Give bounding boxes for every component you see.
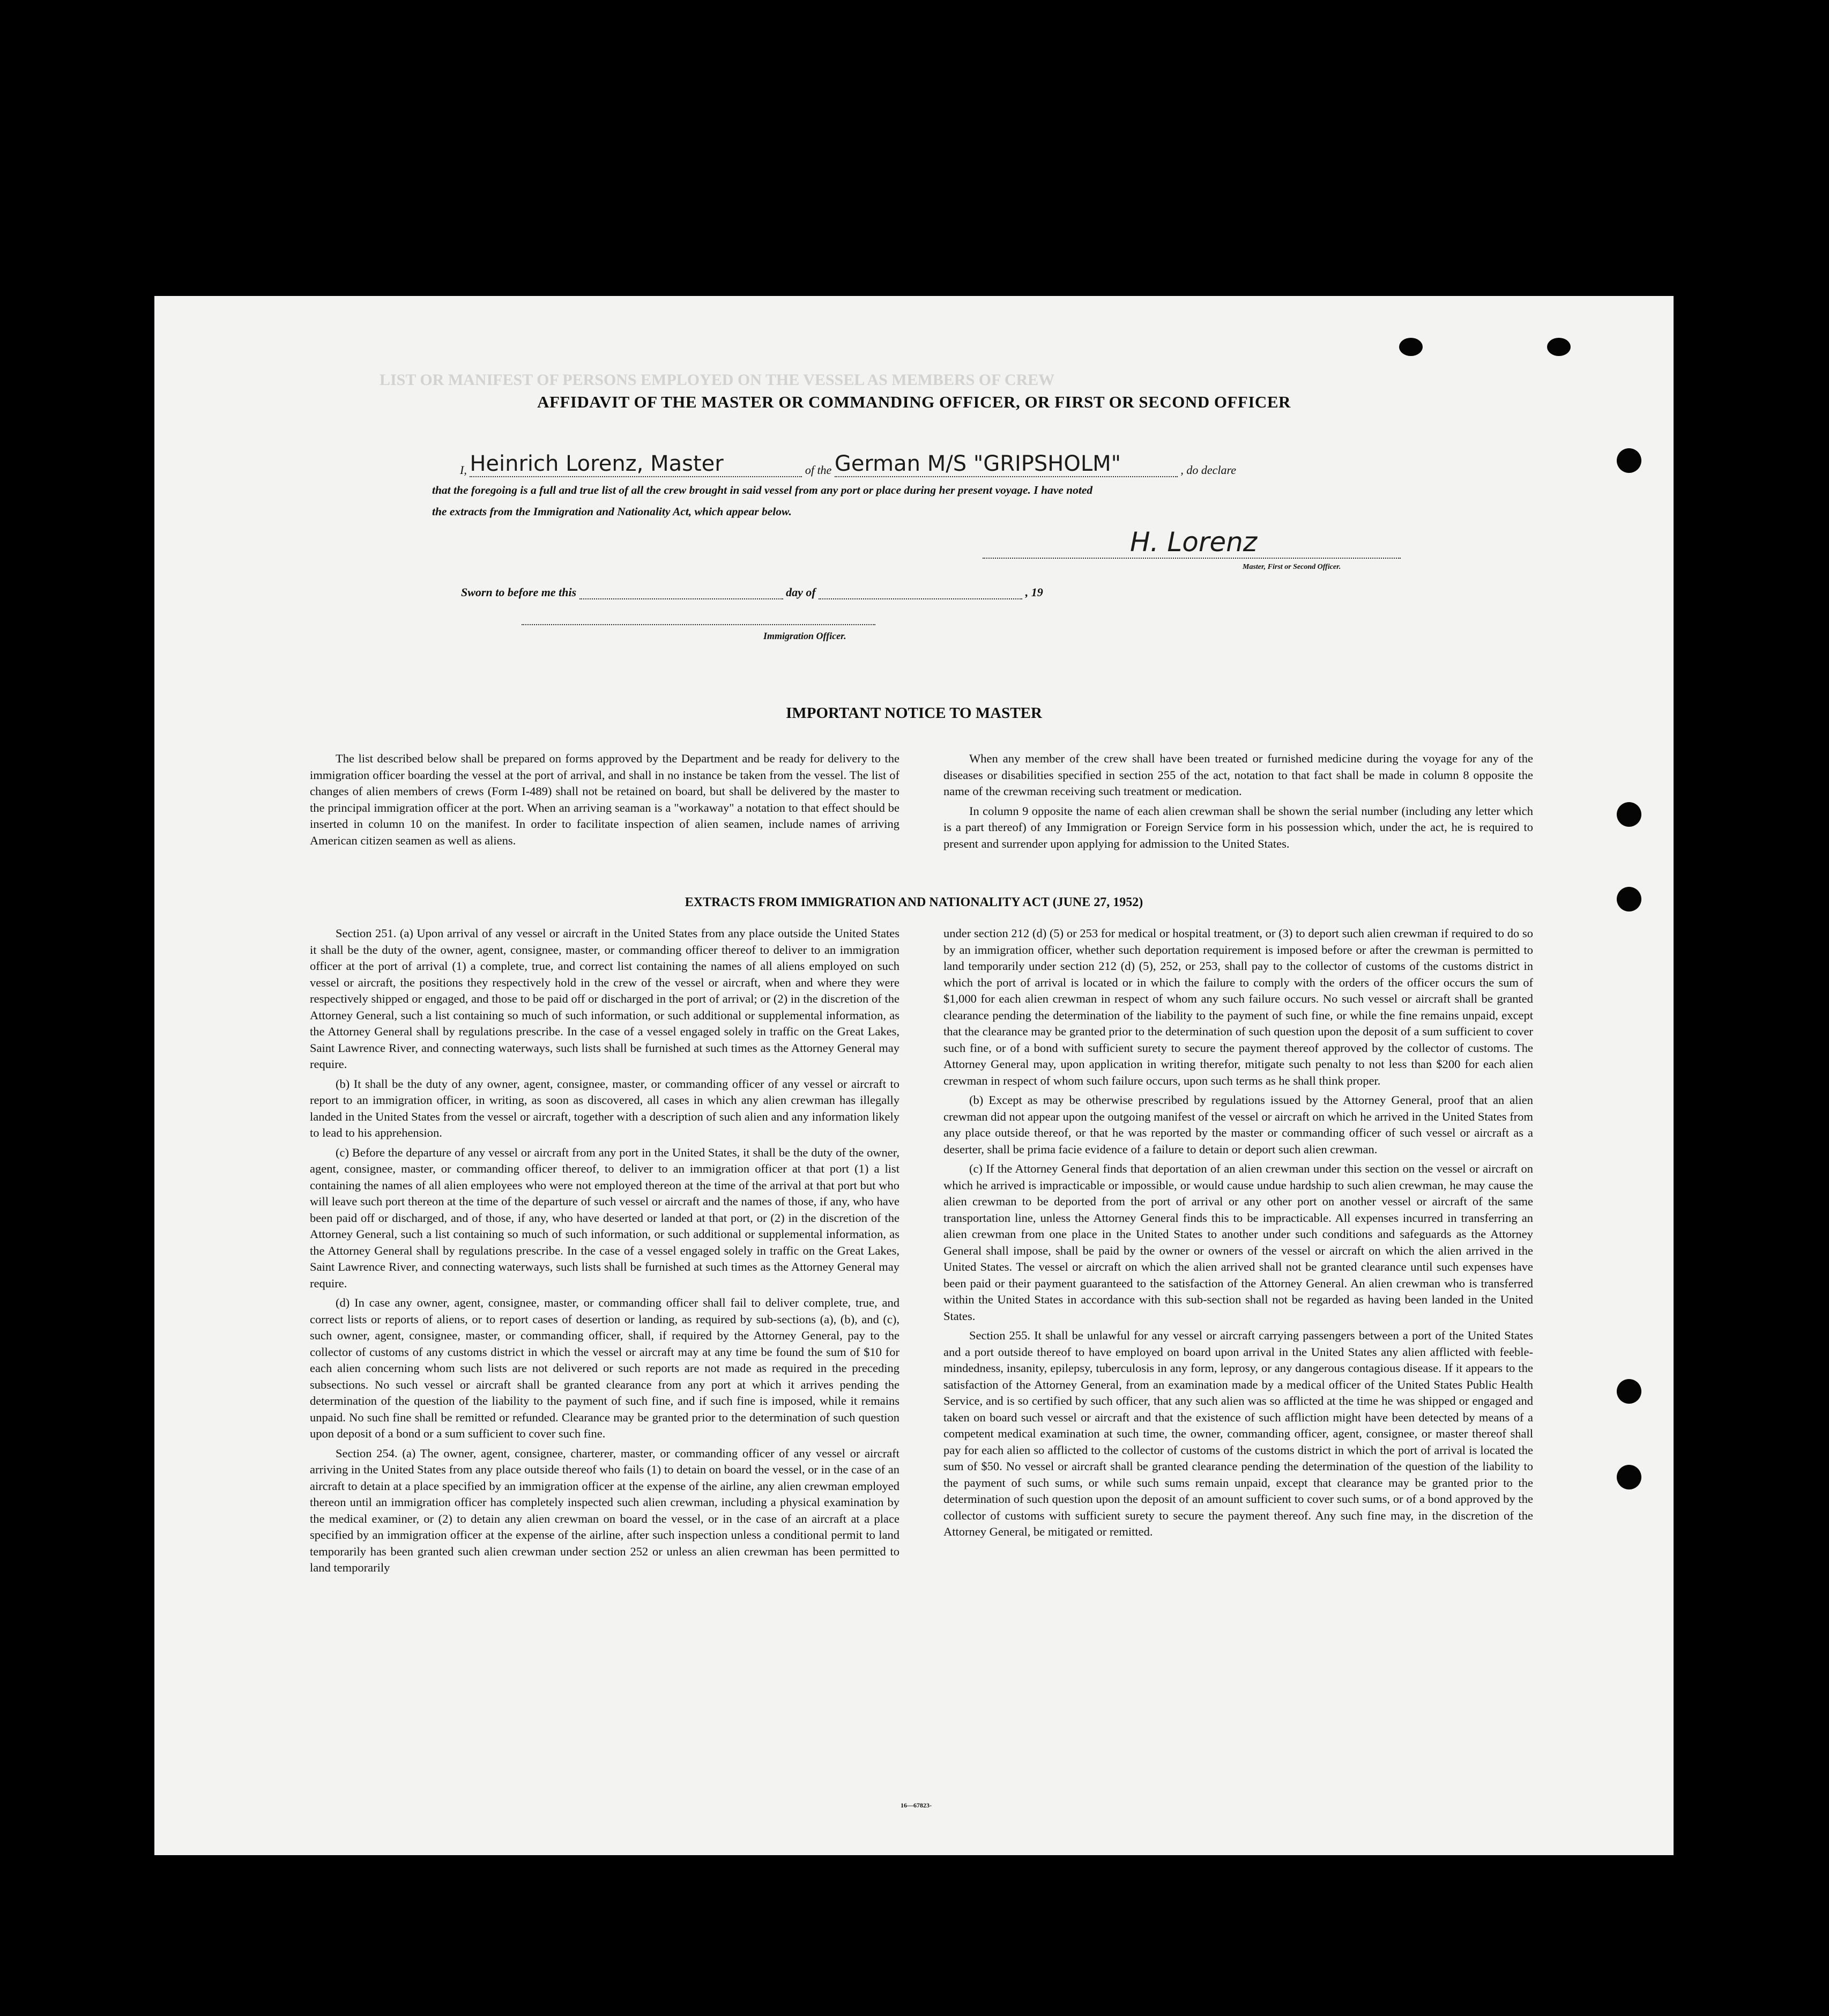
corner-mark-left — [1399, 338, 1423, 356]
immigration-officer-label: Immigration Officer. — [763, 631, 846, 641]
notice-right-column — [943, 751, 1533, 855]
extracts-right-column — [943, 925, 1533, 1544]
vessel-name: German M/S "GRIPSHOLM" — [834, 451, 1121, 476]
notice-left-column — [310, 751, 899, 852]
notice-title: IMPORTANT NOTICE TO MASTER — [786, 705, 1042, 722]
notice-right-text-2: In column 9 opposite the name of each alien crewman shall be shown the serial number (including any letter which is a part thereof) of any Immigration or Foreign Service form in his possession which, under the act, he is required to present and surrender upon applying for admission to the United States. — [943, 804, 1533, 850]
extracts-left-column — [310, 925, 899, 1580]
punch-hole-2 — [1617, 802, 1641, 827]
declarant-line — [460, 451, 1236, 477]
bleed-through-header: LIST OR MANIFEST OF PERSONS EMPLOYED ON THE VESSEL AS MEMBERS OF CREW — [380, 371, 1055, 389]
of-the-label: of the — [805, 463, 832, 477]
punch-hole-1 — [1617, 448, 1641, 473]
extract-section-254b: (b) Except as may be otherwise prescribed by regulations issued by the Attorney General, proof that an alien crewman did not appear upon the outgoing manifest of the vessel or aircraft on which he arrived in the United States from any place outside thereof, or that he was reported by the master or commanding officer of such vessel or aircraft as a deserter, shall be prima facie evidence of a failure to detain or deport such alien crewman. — [943, 1093, 1533, 1156]
year-label: , 19 — [1025, 585, 1043, 599]
extract-section-255: Section 255. It shall be unlawful for any vessel or aircraft carrying passengers between a port of the United States and a port outside thereof to have employed on board upon arrival in the United States any alien afflicted with feeble-mindedness, insanity, epilepsy, tuberculosis in any form, leprosy, or any dangerous contagious disease. If it appears to the satisfaction of the Attorney General, from an examination made by a medical officer of the United States Public Health Service, and is so certified by such officer, that any such alien was so afflicted at the time he was shipped or engaged and taken on board such vessel or aircraft and that the existence of such affliction might have been detected by means of a competent medical examination at such time, the owner, commanding officer, agent, consignee, or master thereof shall pay for each alien so afflicted to the collector of customs of the customs district in which the port of arrival is located the sum of $50. No vessel or aircraft shall be granted clearance pending the determination of the question of the liability to the payment of such sums, or while such sums remain unpaid, except that clearance may be granted prior to the determination of such question upon the deposit of an amount sufficient to cover such sums, or of a bond approved by the collector of customs with sufficient surety to secure the payment thereof. Any such fine may, in the discretion of the Attorney General, be mitigated or remitted. — [943, 1329, 1533, 1538]
officer-signature-line — [522, 624, 875, 625]
sworn-line — [461, 585, 1043, 599]
i-label: I, — [460, 463, 467, 477]
master-name: Heinrich Lorenz, Master — [470, 451, 724, 476]
do-declare-label: , do declare — [1180, 463, 1236, 477]
document-page — [154, 296, 1674, 1855]
master-signature: H. Lorenz — [1130, 527, 1258, 558]
day-of-label: day of — [786, 585, 816, 599]
extract-section-254c: (c) If the Attorney General finds that deportation of an alien crewman under this section on the vessel or aircraft on which he arrived is impracticable or impossible, or would cause undue hardship to such alien crewman, he may cause the alien crewman to be deported from the port of arrival or any other port on another vessel or aircraft of the same transportation line, unless the Attorney General finds this to be impracticable. All expenses incurred in transferring an alien crewman from one place in the United States to another under such conditions and safeguards as the Attorney General shall impose, shall be paid by the owner or owners of the vessel or aircraft on which the alien arrived in the United States. The vessel or aircraft on which the alien arrived shall not be granted clearance until such expenses have been paid or their payment guaranteed to the satisfaction of the Attorney General. An alien crewman who is transferred within the United States in accordance with this sub-section shall not be regarded as having been landed in the United States. — [943, 1162, 1533, 1323]
form-code: 16—67823- — [901, 1802, 932, 1809]
declaration-line-1: that the foregoing is a full and true list of all the crew brought in said vessel from any port or place during her present voyage. I have noted — [432, 484, 1093, 496]
sworn-label: Sworn to before me this — [461, 585, 577, 599]
signature-caption: Master, First or Second Officer. — [1243, 563, 1341, 571]
punch-hole-5 — [1617, 1465, 1641, 1489]
declaration-line-2: the extracts from the Immigration and Nationality Act, which appear below. — [432, 505, 792, 518]
extracts-title: EXTRACTS FROM IMMIGRATION AND NATIONALITY ACT (JUNE 27, 1952) — [685, 895, 1143, 909]
extract-section-251a: Section 251. (a) Upon arrival of any vessel or aircraft in the United States from any place outside the United States it shall be the duty of the owner, agent, consignee, master, or commanding officer thereof to deliver to an immigration officer at the port of arrival (1) a complete, true, and correct list containing the names of all aliens employed on such vessel or aircraft, the positions they respectively hold in the crew of the vessel or aircraft, when and where they were respectively shipped or engaged, and those to be paid off or discharged in the port of arrival; or (2) in the discretion of the Attorney General, such a list containing so much of such information, or such additional or supplemental information, as the Attorney General shall by regulations prescribe. In the case of a vessel engaged solely in traffic on the Great Lakes, Saint Lawrence River, and connecting waterways, such lists shall be furnished at such times as the Attorney General may require. — [310, 927, 899, 1071]
extract-section-251b: (b) It shall be the duty of any owner, agent, consignee, master, or commanding officer of any vessel or aircraft to report to an immigration officer, in writing, as soon as discovered, all cases in which any alien crewman has illegally landed in the United States from the vessel or aircraft, together with a description of such alien and any information likely to lead to his apprehension. — [310, 1077, 899, 1139]
corner-mark-right — [1547, 338, 1571, 356]
notice-left-text: The list described below shall be prepared on forms approved by the Department and be ready for delivery to the immigration officer boarding the vessel at the port of arrival, and shall in no instance be taken from the vessel. The list of changes of alien members of crews (Form I-489) shall not be retained on board, but shall be delivered by the master to the principal immigration officer at the port. When an arriving seaman is a "workaway" a notation to that effect should be inserted in column 10 on the manifest. In order to facilitate inspection of alien seamen, include names of arriving American citizen seamen as well as aliens. — [310, 752, 899, 847]
notice-right-text-1: When any member of the crew shall have been treated or furnished medicine during the voyage for any of the diseases or disabilities specified in section 255 of the act, notation to that fact shall be made in column 8 opposite the name of the crewman receiving such treatment or medication. — [943, 752, 1533, 798]
extract-section-251c: (c) Before the departure of any vessel or aircraft from any port in the United States, it shall be the duty of the owner, agent, consignee, master, or commanding officer thereof, to deliver to an immigration officer at that port (1) a list containing the names of all alien employees who were not employed thereon at the time of the arrival at that port but who will leave such port thereon at the time of the departure of such vessel or aircraft and the names of those, if any, who have been paid off or discharged, and of those, if any, who have deserted or landed at that port, or (2) in the discretion of the Attorney General, such a list containing so much of such information, or such additional or supplemental information, as the Attorney General shall by regulations prescribe. In the case of a vessel engaged solely in traffic on the Great Lakes, Saint Lawrence River, and connecting waterways, such lists shall be furnished at such times as the Attorney General may require. — [310, 1145, 899, 1290]
extract-section-254a-cont: under section 212 (d) (5) or 253 for medical or hospital treatment, or (3) to deport such alien crewman if required to do so by an immigration officer, whether such deportation requirement is imposed before or after the crewman is permitted to land temporarily under section 212 (d) (5), 252, or 253, shall pay to the collector of customs of the customs district in which the port of arrival is located or in which the failure to comply with the orders of the officer occurs the sum of $1,000 for each alien crewman in respect of whom any such failure occurs. No such vessel or aircraft shall be granted clearance pending the determination of the liability to the payment of such fine, or while the fine remains unpaid, except that the clearance may be granted prior to the determination of such question upon the deposit of a sum sufficient to cover such fine, or of a bond with sufficient surety to secure the payment thereof approved by the collector of customs. The Attorney General may, upon application in writing therefor, mitigate such penalty to not less than $200 for each alien crewman in respect of whom such failure occurs, upon such terms as he shall think proper. — [943, 927, 1533, 1087]
extract-section-251d: (d) In case any owner, agent, consignee, master, or commanding officer shall fail to deliver complete, true, and correct lists or reports of aliens, or to report cases of desertion or landing, as required by sub-sections (a), (b), and (c), such owner, agent, consignee, master, or commanding officer, shall, if required by the Attorney General, pay to the collector of customs of any customs district in which the vessel or aircraft may at any time be found the sum of $10 for each alien concerning whom such lists are not delivered or such reports are not made as required in the preceding subsections. No such vessel or aircraft shall be granted clearance from any port at which it arrives pending the determination of the question of the liability to the payment of such fine, and if such fine is imposed, while it remains unpaid. No such fine shall be remitted or refunded. Clearance may be granted prior to the determination of such question upon deposit of a bond or a sum sufficient to cover such fine. — [310, 1296, 899, 1440]
extract-section-254a: Section 254. (a) The owner, agent, consignee, charterer, master, or commanding officer of any vessel or aircraft arriving in the United States from any place outside thereof who fails (1) to detain on board the vessel, or in the case of an aircraft to detain at a place specified by an immigration officer at the expense of the airline, any alien crewman employed thereon until an immigration officer has completely inspected such alien crewman, including a physical examination by the medical examiner, or (2) to detain any alien crewman on board the vessel, or in the case of an aircraft at a place specified by an immigration officer at the expense of the airline, after such inspection unless a conditional permit to land temporarily has been granted such alien crewman under section 252 or unless an alien crewman has been permitted to land temporarily — [310, 1446, 899, 1574]
punch-hole-4 — [1617, 1379, 1641, 1404]
signature-line — [983, 558, 1401, 559]
affidavit-title: AFFIDAVIT OF THE MASTER OR COMMANDING OFFICER, OR FIRST OR SECOND OFFICER — [537, 392, 1291, 411]
